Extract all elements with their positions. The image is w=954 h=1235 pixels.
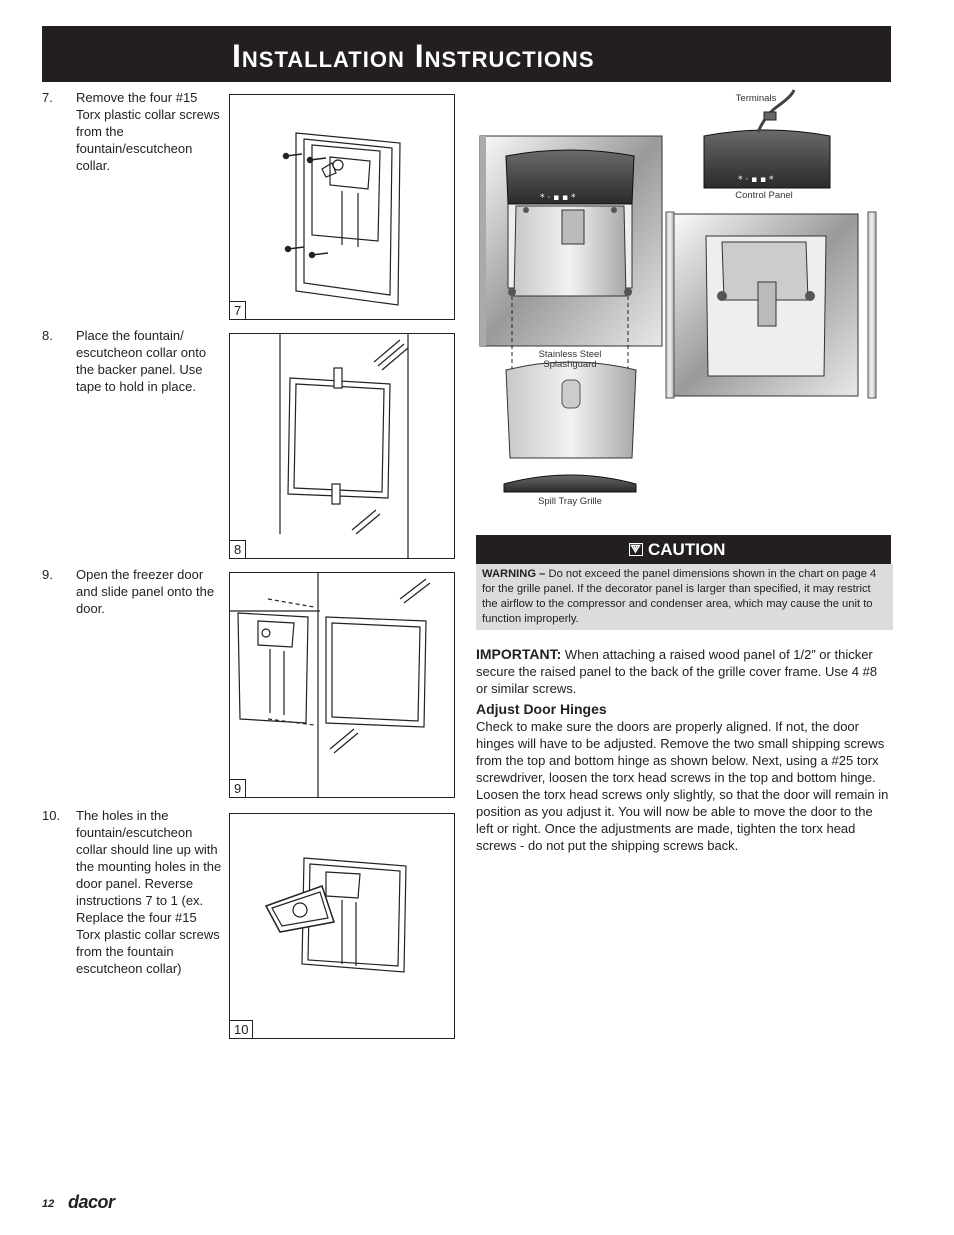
figure-7 <box>229 94 455 320</box>
important-label: IMPORTANT: <box>476 646 562 662</box>
important-text: When attaching a raised wood panel of 1/2” or thicker secure the raised panel to the back of the grille cover frame. Use 4 #8 or similar screws. <box>476 647 878 696</box>
warning-box <box>476 564 893 630</box>
control-panel-label: Control Panel <box>735 190 793 201</box>
figure-10-illustration <box>230 814 454 1038</box>
figure-8-illustration <box>230 334 454 558</box>
svg-text:* · ▪ ▪ *: * · ▪ ▪ * <box>540 193 576 203</box>
important-note <box>476 646 891 697</box>
figure-9-label: 9 <box>229 779 246 798</box>
caution-title: CAUTION <box>648 540 726 559</box>
terminals-label: Terminals <box>735 93 777 104</box>
hinges-heading: Adjust Door Hinges <box>476 701 607 717</box>
step-10-text: The holes in the fountain/escutcheon collar should line up with the mounting holes in the door panel. Reverse instructions 7 to 1 (ex. Replace the four #15 Torx plastic collar screws from the fountain escutcheon collar) <box>76 808 222 976</box>
figure-9-illustration <box>230 573 454 797</box>
figure-8 <box>229 333 455 559</box>
figure-7-illustration <box>230 95 454 319</box>
warning-text: Do not exceed the panel dimensions shown in the chart on page 4 for the grille panel. If the decorator panel is larger than specified, it may restrict the airflow to the compressor and condenser area, which may cause the unit to function improperly. <box>482 568 877 625</box>
svg-text:* · ▪ ▪ *: * · ▪ ▪ * <box>738 175 774 185</box>
figure-10-label: 10 <box>229 1020 253 1039</box>
page-title: Installation Instructions <box>232 38 595 74</box>
step-7-text: Remove the four #15 Torx plastic collar screws from the fountain/escutcheon collar. <box>76 90 220 173</box>
spill-tray-label: Spill Tray Grille <box>538 496 602 507</box>
figure-10 <box>229 813 455 1039</box>
figure-7-label: 7 <box>229 301 246 320</box>
step-8-number: 8. <box>42 328 53 343</box>
step-7-number: 7. <box>42 90 53 105</box>
step-10-number: 10. <box>42 808 61 823</box>
warning-label: WARNING – <box>482 568 546 580</box>
brand-logo: dacor <box>68 1192 115 1212</box>
figure-8-label: 8 <box>229 540 246 559</box>
step-9-number: 9. <box>42 567 53 582</box>
figure-9 <box>229 572 455 798</box>
step-9-text: Open the freezer door and slide panel onto the door. <box>76 567 215 616</box>
step-8-text: Place the fountain/ escutcheon collar onto the backer panel. Use tape to hold in place. <box>76 328 207 394</box>
dispenser-exploded-diagram <box>476 86 891 512</box>
caution-icon <box>629 543 643 556</box>
caution-header <box>476 535 891 564</box>
splashguard-label: Stainless Steel Splashguard <box>538 349 602 370</box>
page-number: 12 <box>42 1198 55 1210</box>
hinges-text: Check to make sure the doors are properly aligned. If not, the door hinges will have to be adjusted. Remove the two small shipping screws from the top and bottom hinge as shown below. Next, using a #25 torx screwdriver, loosen the torx head screws in the top and bottom hinge. Loosen the torx head screws only slightly, so that the door will remain in position as you adjust it. You will now be able to move the door to the left or right. Once the adjustments are made, tighten the torx head screws - do not put the shipping screws back. <box>476 719 889 853</box>
